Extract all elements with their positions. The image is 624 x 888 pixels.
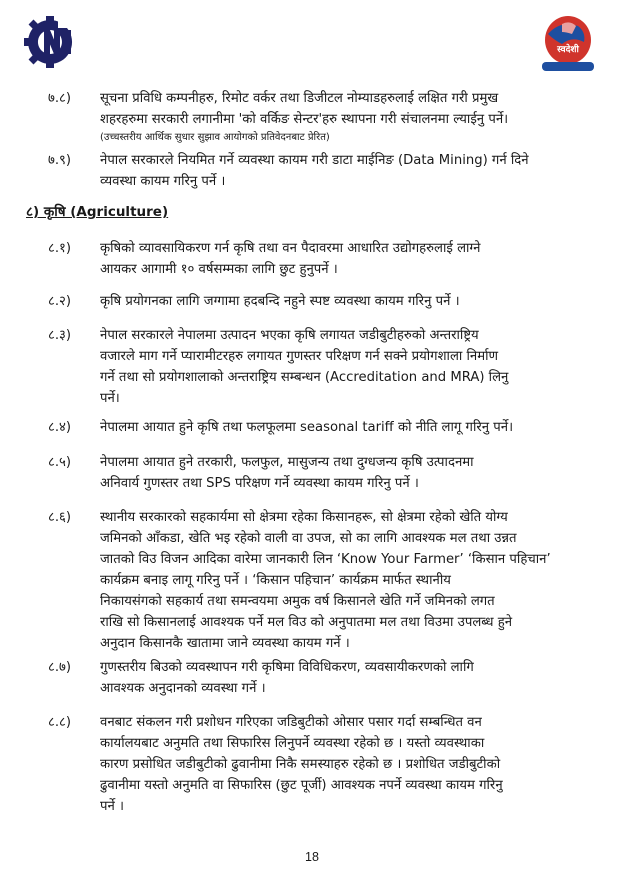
clause-8-4 <box>48 417 598 438</box>
clause-line: पर्ने। <box>100 391 120 406</box>
clause-line: ढुवानीमा यस्तो अनुमति वा सिफारिस (छुट पूर्जी) आवश्यक नपर्ने व्यवस्था कायम गरिनु <box>100 778 503 793</box>
clause-7-9 <box>48 150 598 192</box>
clause-8-3 <box>48 325 598 409</box>
clause-line: पर्ने । <box>100 799 124 814</box>
clause-number: ७.८) <box>48 91 72 106</box>
clause-line: जमिनको आँकडा, खेति भइ रहेको वाली वा उपज, सो का लागि आवश्यक मल तथा उन्नत <box>100 531 517 546</box>
clause-number: ८.६) <box>48 510 72 525</box>
section-heading: ८) कृषि (Agriculture) <box>26 204 169 220</box>
clause-line: वजारले माग गर्ने प्यारामीटरहरु लगायत गुणस्तर परिक्षण गर्न सक्ने प्रयोगशाला निर्माण <box>100 349 499 364</box>
clause-line: कृषि प्रयोगनका लागि जग्गामा हदबन्दि नहुने स्पष्ट व्यवस्था कायम गरिनु पर्ने । <box>100 294 460 309</box>
clause-7-8 <box>48 88 598 146</box>
clause-number: ८.७) <box>48 660 72 675</box>
clause-line: अनिवार्य गुणस्तर तथा SPS परिक्षण गर्ने व्यवस्था कायम गरिनु पर्ने । <box>100 476 419 491</box>
clause-number: ८.२) <box>48 294 72 309</box>
clause-8-1 <box>48 238 598 280</box>
clause-line: जातको विउ विजन आदिका वारेमा जानकारी लिन ‘Know Your Farmer’ ‘किसान पहिचान’ <box>100 552 551 567</box>
clause-line: राखि सो किसानलाई आवश्यक पर्ने मल विउ को अनुपातमा मल तथा विउमा उपलब्ध हुने <box>100 615 513 630</box>
clause-line: शहरहरुमा सरकारी लगानीमा 'को वर्किङ सेन्टर'हरु स्थापना गरी संचालनमा ल्याईनु पर्ने। <box>100 112 509 127</box>
clause-line: व्यवस्था कायम गरिनु पर्ने । <box>100 174 226 189</box>
cni-logo <box>24 16 78 68</box>
clause-number: ८.३) <box>48 328 72 343</box>
clause-number: ८.५) <box>48 455 72 470</box>
clause-8-6 <box>48 507 598 654</box>
clause-line: स्थानीय सरकारको सहकार्यमा सो क्षेत्रमा रहेका किसानहरू, सो क्षेत्रमा रहेको खेति योग्य <box>100 510 508 525</box>
clause-line: निकायसंगको सहकार्य तथा समन्वयमा अमुक वर्ष किसानले खेति गर्ने जमिनको लगत <box>100 594 495 609</box>
clause-line: नेपालमा आयात हुने तरकारी, फलफुल, मासुजन्य तथा दुग्धजन्य कृषि उत्पादनमा <box>100 455 474 470</box>
clause-line: गुणस्तरीय बिउको व्यवस्थापन गरी कृषिमा विविधिकरण, व्यवसायीकरणको लागि <box>100 660 474 675</box>
page-number: 18 <box>305 850 319 864</box>
clause-line: नेपाल सरकारले नियमित गर्ने व्यवस्था कायम गरी डाटा माईनिङ (Data Mining) गर्न दिने <box>100 153 529 168</box>
clause-number: ७.९) <box>48 153 72 168</box>
clause-line: अनुदान किसानकै खातामा जाने व्यवस्था कायम गर्ने । <box>100 636 350 651</box>
swadeshi-logo <box>538 14 598 74</box>
clause-line: कृषिको व्यावसायिकरण गर्न कृषि तथा वन पैदावरमा आधारित उद्योगहरुलाई लाग्ने <box>100 241 481 256</box>
clause-line: नेपाल सरकारले नेपालमा उत्पादन भएका कृषि लगायत जडीबुटीहरुको अन्तराष्ट्रिय <box>100 328 479 343</box>
clause-8-7 <box>48 657 598 699</box>
clause-8-2 <box>48 291 598 312</box>
clause-number: ८.४) <box>48 420 72 435</box>
clause-note: (उच्चस्तरीय आर्थिक सुधार सुझाव आयोगको प्रतिवेदनबाट प्रेरित) <box>100 132 330 143</box>
clause-line: कार्यक्रम बनाइ लागू गरिनु पर्ने । ‘किसान पहिचान’ कार्यक्रम मार्फत स्थानीय <box>100 573 451 588</box>
clause-line: आयकर आगामी १० वर्षसम्मका लागि छुट हुनुपर्ने । <box>100 262 338 277</box>
clause-line: वनबाट संकलन गरी प्रशोधन गरिएका जडिबुटीको ओसार पसार गर्दा सम्बन्धित वन <box>100 715 482 730</box>
swadeshi-logo-text: स्वदेशी <box>557 45 579 55</box>
clause-line: सूचना प्रविधि कम्पनीहरु, रिमोट वर्कर तथा डिजीटल नोम्याडहरुलाई लक्षित गरी प्रमुख <box>100 91 499 106</box>
clause-number: ८.८) <box>48 715 72 730</box>
clause-line: गर्ने तथा सो प्रयोगशालाको अन्तराष्ट्रिय सम्बन्धन (Accreditation and MRA) लिनु <box>100 370 509 385</box>
clause-line: नेपालमा आयात हुने कृषि तथा फलफूलमा seasonal tariff को नीति लागू गरिनु पर्ने। <box>100 420 514 435</box>
clause-line: कारण प्रसोधित जडीबुटीको ढुवानीमा निकै समस्याहरु रहेको छ । प्रशोधित जडीबुटीको <box>100 757 501 772</box>
clause-number: ८.१) <box>48 241 72 256</box>
clause-line: आवश्यक अनुदानको व्यवस्था गर्ने । <box>100 681 266 696</box>
clause-8-5 <box>48 452 598 494</box>
clause-8-8 <box>48 712 598 817</box>
clause-line: कार्यालयबाट अनुमति तथा सिफारिस लिनुपर्ने व्यवस्था रहेको छ । यस्तो व्यवस्थाका <box>100 736 485 751</box>
